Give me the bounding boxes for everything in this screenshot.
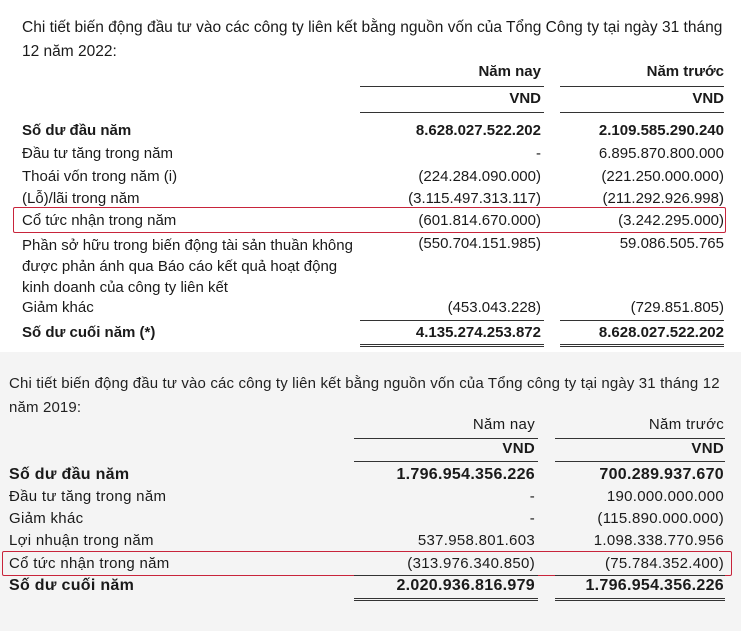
row-value-prior: 6.895.870.800.000 <box>598 145 724 162</box>
column-header-current-year: Năm nay <box>478 63 541 80</box>
row-label: Số dư đầu năm <box>9 466 130 483</box>
row-label: Thoái vốn trong năm (i) <box>22 168 178 185</box>
intro-text-2019: Chi tiết biến động đầu tư vào các công ty liên kết bằng nguồn vốn của Tổng công ty tại ngày 31 tháng 12 năm 2019: <box>9 375 720 416</box>
row-value-prior: 59.086.505.765 <box>619 235 724 252</box>
subtotal-line-prior <box>560 320 724 321</box>
row-value-prior: (3.242.295.000) <box>618 212 724 229</box>
row-value-prior: (115.890.000.000) <box>597 510 724 527</box>
row-value-current: - <box>529 488 535 505</box>
row-label: Lợi nhuận trong năm <box>9 532 154 549</box>
dividend-highlight-box <box>13 207 726 233</box>
row-value-prior: 1.796.954.356.226 <box>585 577 724 594</box>
row-value-prior: 190.000.000.000 <box>606 488 724 505</box>
unit-underline-current <box>354 461 538 462</box>
unit-underline-current <box>360 112 544 113</box>
row-label: Phần sở hữu trong biến động tài sản thuần không được phản ánh qua Báo cáo kết quả hoạt động kinh doanh của công ty liên kết <box>22 237 353 296</box>
subtotal-line-current <box>360 320 544 321</box>
column-header-current-year: Năm nay <box>472 416 535 433</box>
unit-label-current: VND <box>509 90 541 107</box>
unit-label-prior: VND <box>692 90 724 107</box>
header-underline-prior <box>560 86 724 87</box>
subtotal-line-prior <box>555 575 725 576</box>
row-value-current: (601.814.670.000) <box>418 212 541 229</box>
row-value-prior: 2.109.585.290.240 <box>598 122 724 139</box>
row-label: Số dư cuối năm <box>9 577 135 594</box>
row-value-prior: 700.289.937.670 <box>599 466 724 483</box>
header-underline-prior <box>555 438 725 439</box>
row-value-current: 2.020.936.816.979 <box>396 577 535 594</box>
row-value-current: (550.704.151.985) <box>418 235 541 252</box>
row-label: Số dư cuối năm (*) <box>22 324 156 341</box>
total-double-line-current <box>360 344 544 347</box>
row-label: Đầu tư tăng trong năm <box>9 488 167 505</box>
dividend-highlight-box <box>2 551 732 576</box>
unit-label-current: VND <box>502 440 535 457</box>
movement-table-2019 <box>0 352 741 631</box>
row-label: Đầu tư tăng trong năm <box>22 145 173 162</box>
row-value-current: - <box>536 145 541 162</box>
row-value-current: 8.628.027.522.202 <box>415 122 541 139</box>
row-value-current: (313.976.340.850) <box>407 555 535 572</box>
row-value-current: 4.135.274.253.872 <box>415 324 541 341</box>
row-label: Giảm khác <box>22 299 94 316</box>
unit-label-prior: VND <box>691 440 724 457</box>
row-value-prior: (75.784.352.400) <box>604 555 724 572</box>
header-underline-current <box>354 438 538 439</box>
column-header-prior-year: Năm trước <box>648 416 724 433</box>
row-label: (Lỗ)/lãi trong năm <box>22 190 140 207</box>
total-double-line-current <box>354 598 538 601</box>
row-value-prior: 8.628.027.522.202 <box>598 324 724 341</box>
total-double-line-prior <box>555 598 725 601</box>
unit-underline-prior <box>555 461 725 462</box>
row-label: Cổ tức nhận trong năm <box>22 212 177 229</box>
unit-underline-prior <box>560 112 724 113</box>
row-value-prior: (211.292.926.998) <box>602 190 724 207</box>
row-value-current: (453.043.228) <box>447 299 541 316</box>
row-value-prior: (221.250.000.000) <box>601 168 724 185</box>
row-label: Số dư đầu năm <box>22 122 132 139</box>
row-label: Giảm khác <box>9 510 84 527</box>
row-value-current: - <box>529 510 535 527</box>
row-value-current: 537.958.801.603 <box>417 532 535 549</box>
row-value-current: (3.115.497.313.117) <box>408 190 541 207</box>
intro-text-2022: Chi tiết biến động đầu tư vào các công ty liên kết bằng nguồn vốn của Tổng Công ty tại ngày 31 tháng 12 năm 2022: <box>22 19 723 60</box>
subtotal-line-current <box>354 575 538 576</box>
header-underline-current <box>360 86 544 87</box>
row-value-current: (224.284.090.000) <box>418 168 541 185</box>
row-label: Cổ tức nhận trong năm <box>9 555 170 572</box>
total-double-line-prior <box>560 344 724 347</box>
column-header-prior-year: Năm trước <box>646 63 724 80</box>
row-value-current: 1.796.954.356.226 <box>396 466 535 483</box>
row-value-prior: 1.098.338.770.956 <box>593 532 724 549</box>
row-value-prior: (729.851.805) <box>630 299 724 316</box>
